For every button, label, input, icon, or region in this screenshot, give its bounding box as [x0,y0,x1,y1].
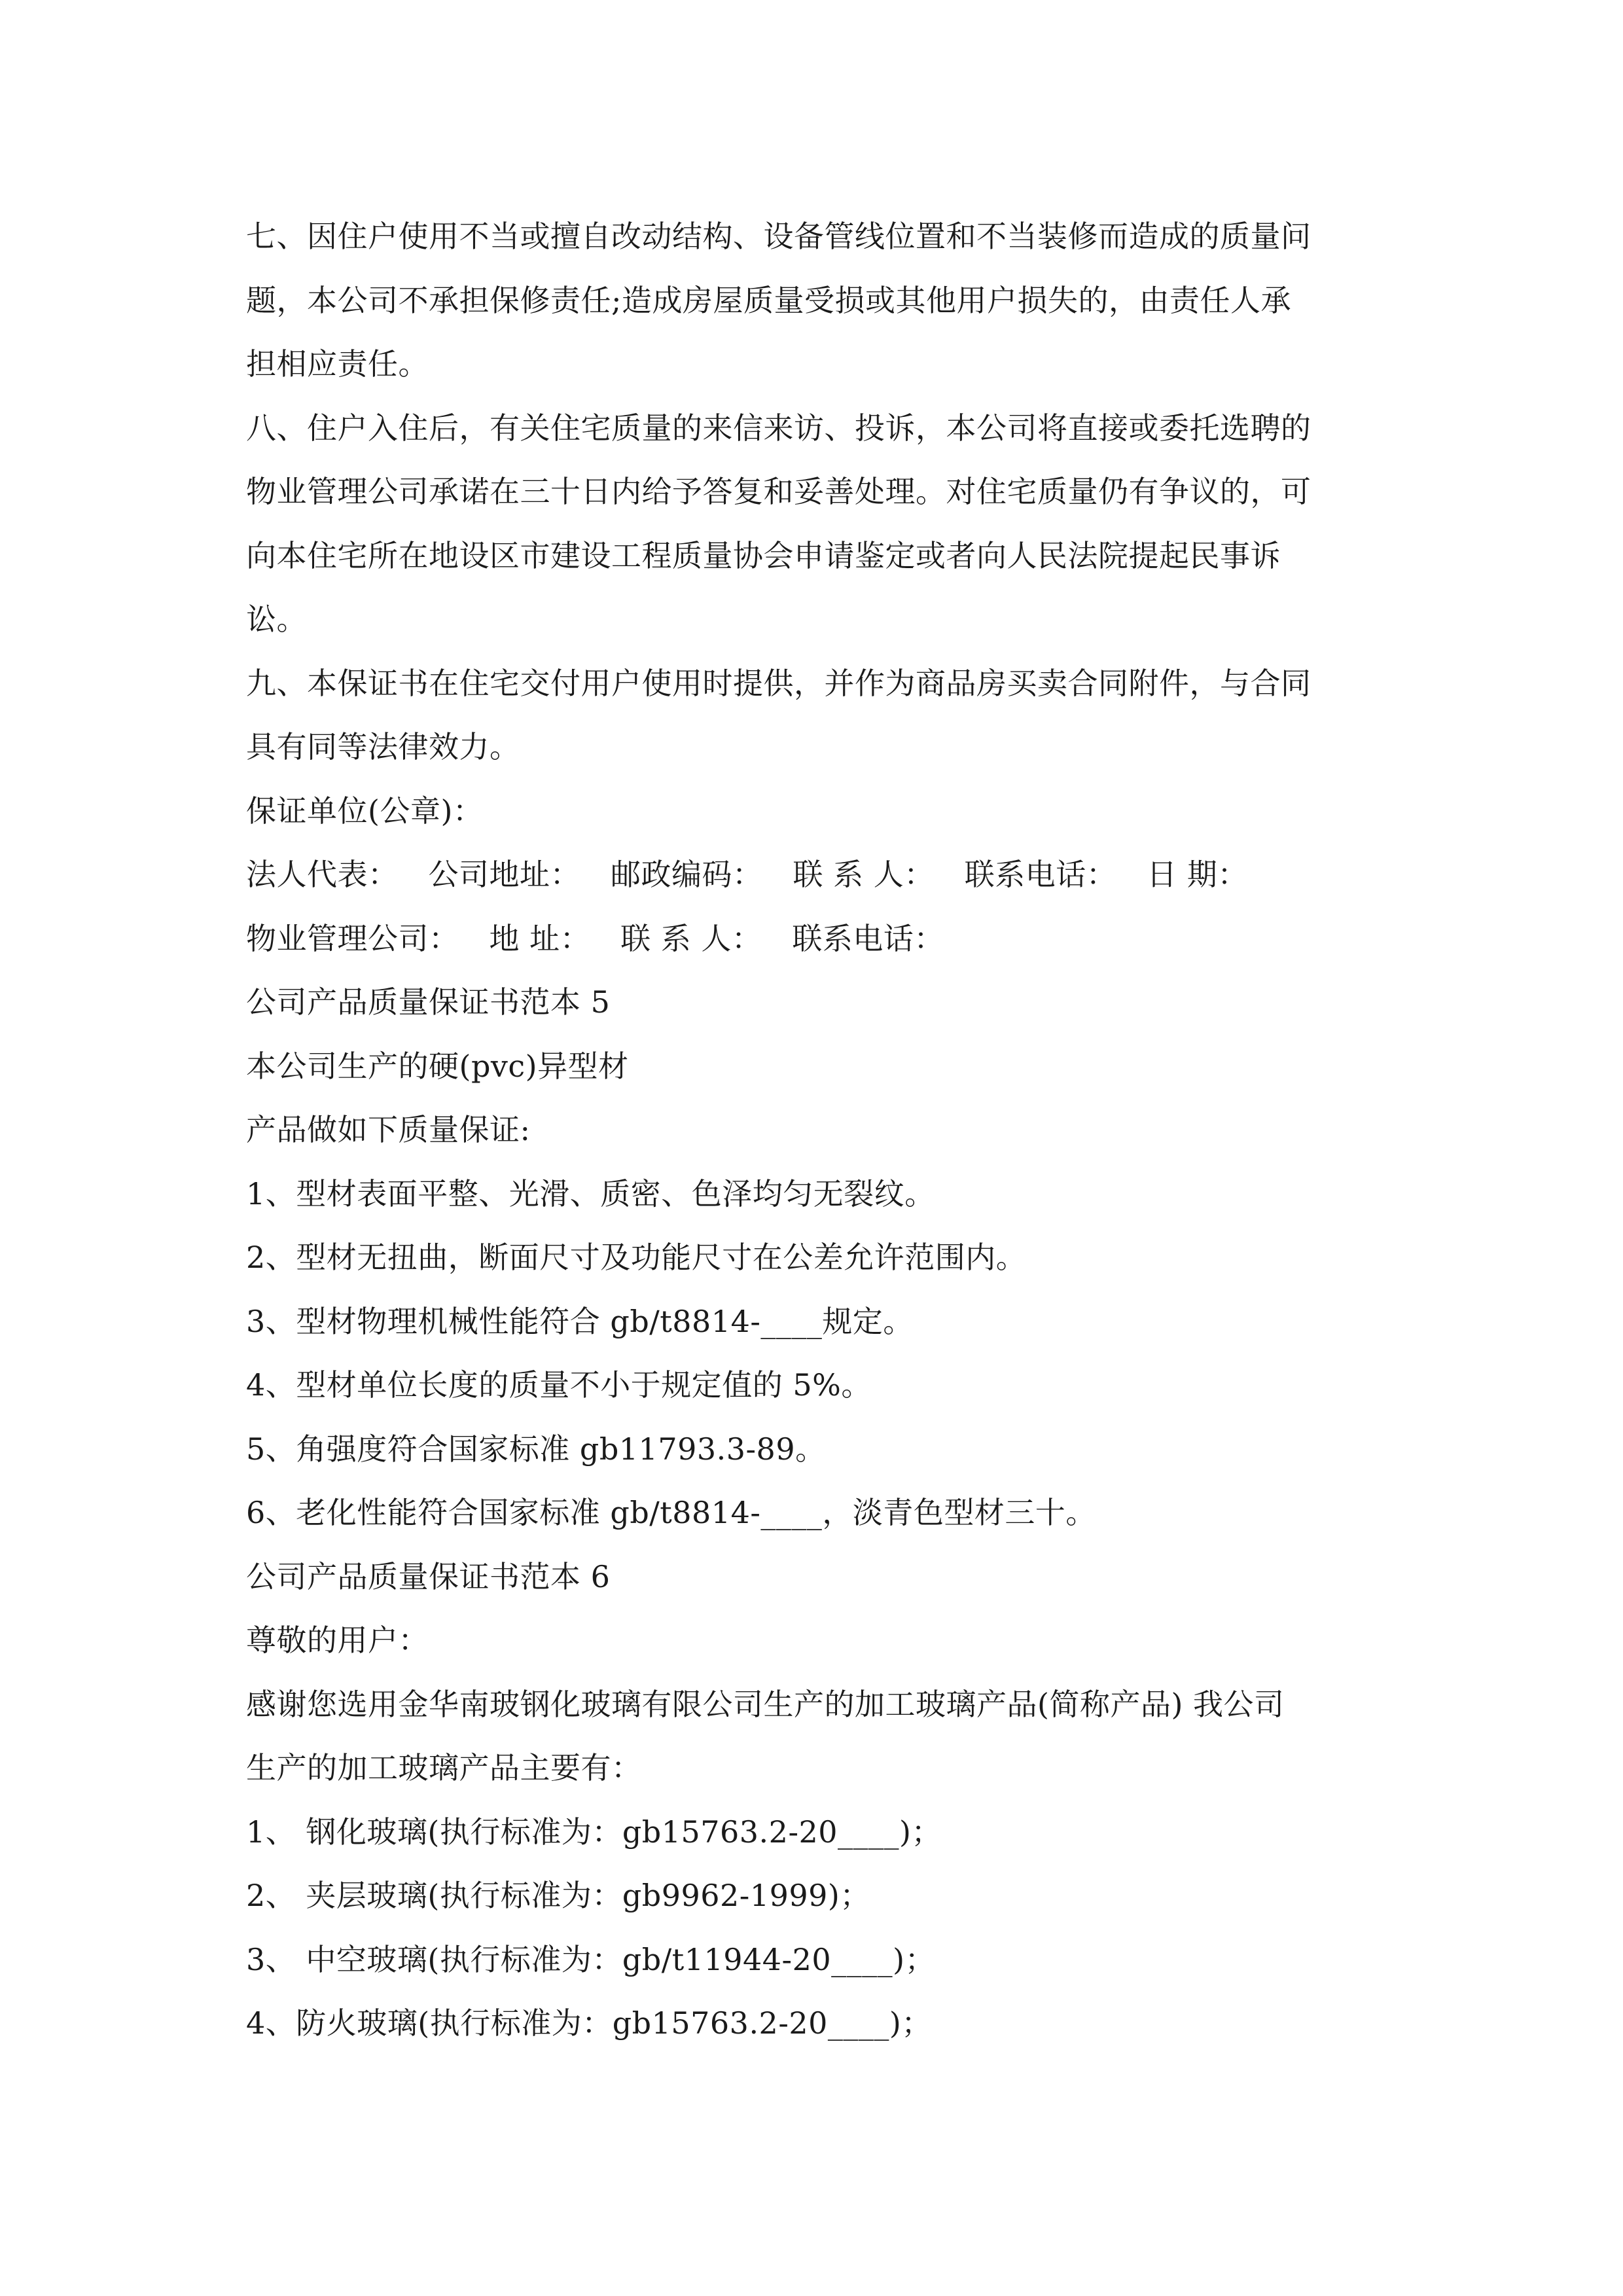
date-label: 日 期： [1147,857,1248,892]
template-5-heading: 公司产品质量保证书范本 5 [246,984,611,1020]
template-6-item-4: 4、防火玻璃(执行标准为：gb15763.2-20____)； [246,2005,932,2041]
template-6-intro-1: 感谢您选用金华南玻钢化玻璃有限公司生产的加工玻璃产品(简称产品) 我公司 [246,1686,1285,1722]
template-6-intro-2: 生产的加工玻璃产品主要有： [246,1750,642,1785]
template-5-intro-1: 本公司生产的硬(pvc)异型材 [246,1048,629,1084]
signature-row-2 [246,907,1382,971]
template-6-item-3: 3、 中空玻璃(执行标准为：gb/t11944-20____)； [246,1941,936,1977]
property-phone-label: 联系电话： [792,920,944,956]
property-address-label: 地 址： [489,920,591,956]
clause-8-line-4: 讼。 [246,601,307,637]
template-5-item-6: 6、老化性能符合国家标准 gb/t8814-____，淡青色型材三十。 [246,1495,1096,1530]
template-5-intro-2: 产品做如下质量保证: [246,1112,531,1147]
clause-8-line-3: 向本住宅所在地设区市建设工程质量协会申请鉴定或者向人民法院提起民事诉 [246,537,1281,573]
signature-row-1 [246,843,1382,907]
template-6-item-2: 2、 夹层玻璃(执行标准为：gb9962-1999)； [246,1878,870,1913]
template-6-item-1: 1、 钢化玻璃(执行标准为：gb15763.2-20____)； [246,1814,942,1850]
template-5-item-5: 5、角强度符合国家标准 gb11793.3-89。 [246,1431,826,1467]
property-company-label: 物业管理公司： [246,920,459,956]
legal-rep-label: 法人代表： [246,857,399,892]
clause-7-line-2: 题，本公司不承担保修责任;造成房屋质量受损或其他用户损失的，由责任人承 [246,282,1291,318]
postcode-label: 邮政编码： [611,857,763,892]
phone-label: 联系电话： [964,857,1117,892]
template-5-item-1: 1、型材表面平整、光滑、质密、色泽均匀无裂纹。 [246,1175,935,1211]
template-5-item-3: 3、型材物理机械性能符合 gb/t8814-____规定。 [246,1303,914,1339]
guarantor-seal-label: 保证单位(公章)： [246,793,484,829]
clause-8-line-1: 八、住户入住后，有关住宅质量的来信来访、投诉，本公司将直接或委托选聘的 [246,410,1311,446]
template-6-heading: 公司产品质量保证书范本 6 [246,1558,611,1594]
clause-9-line-2: 具有同等法律效力。 [246,729,520,764]
clause-9-line-1: 九、本保证书在住宅交付用户使用时提供，并作为商品房买卖合同附件，与合同 [246,665,1311,701]
contact-person-label: 联 系 人： [793,857,935,892]
document-body [246,205,1382,2056]
clause-7-line-1: 七、因住户使用不当或擅自改动结构、设备管线位置和不当装修而造成的质量问 [246,219,1311,254]
template-6-salutation: 尊敬的用户： [246,1623,429,1658]
company-address-label: 公司地址： [428,857,580,892]
clause-7-line-3: 担相应责任。 [246,346,429,382]
template-5-item-4: 4、型材单位长度的质量不小于规定值的 5%。 [246,1367,872,1403]
template-5-item-2: 2、型材无扭曲，断面尺寸及功能尺寸在公差允许范围内。 [246,1240,1027,1275]
property-contact-label: 联 系 人： [620,920,762,956]
clause-8-line-2: 物业管理公司承诺在三十日内给予答复和妥善处理。对住宅质量仍有争议的，可 [246,474,1311,509]
